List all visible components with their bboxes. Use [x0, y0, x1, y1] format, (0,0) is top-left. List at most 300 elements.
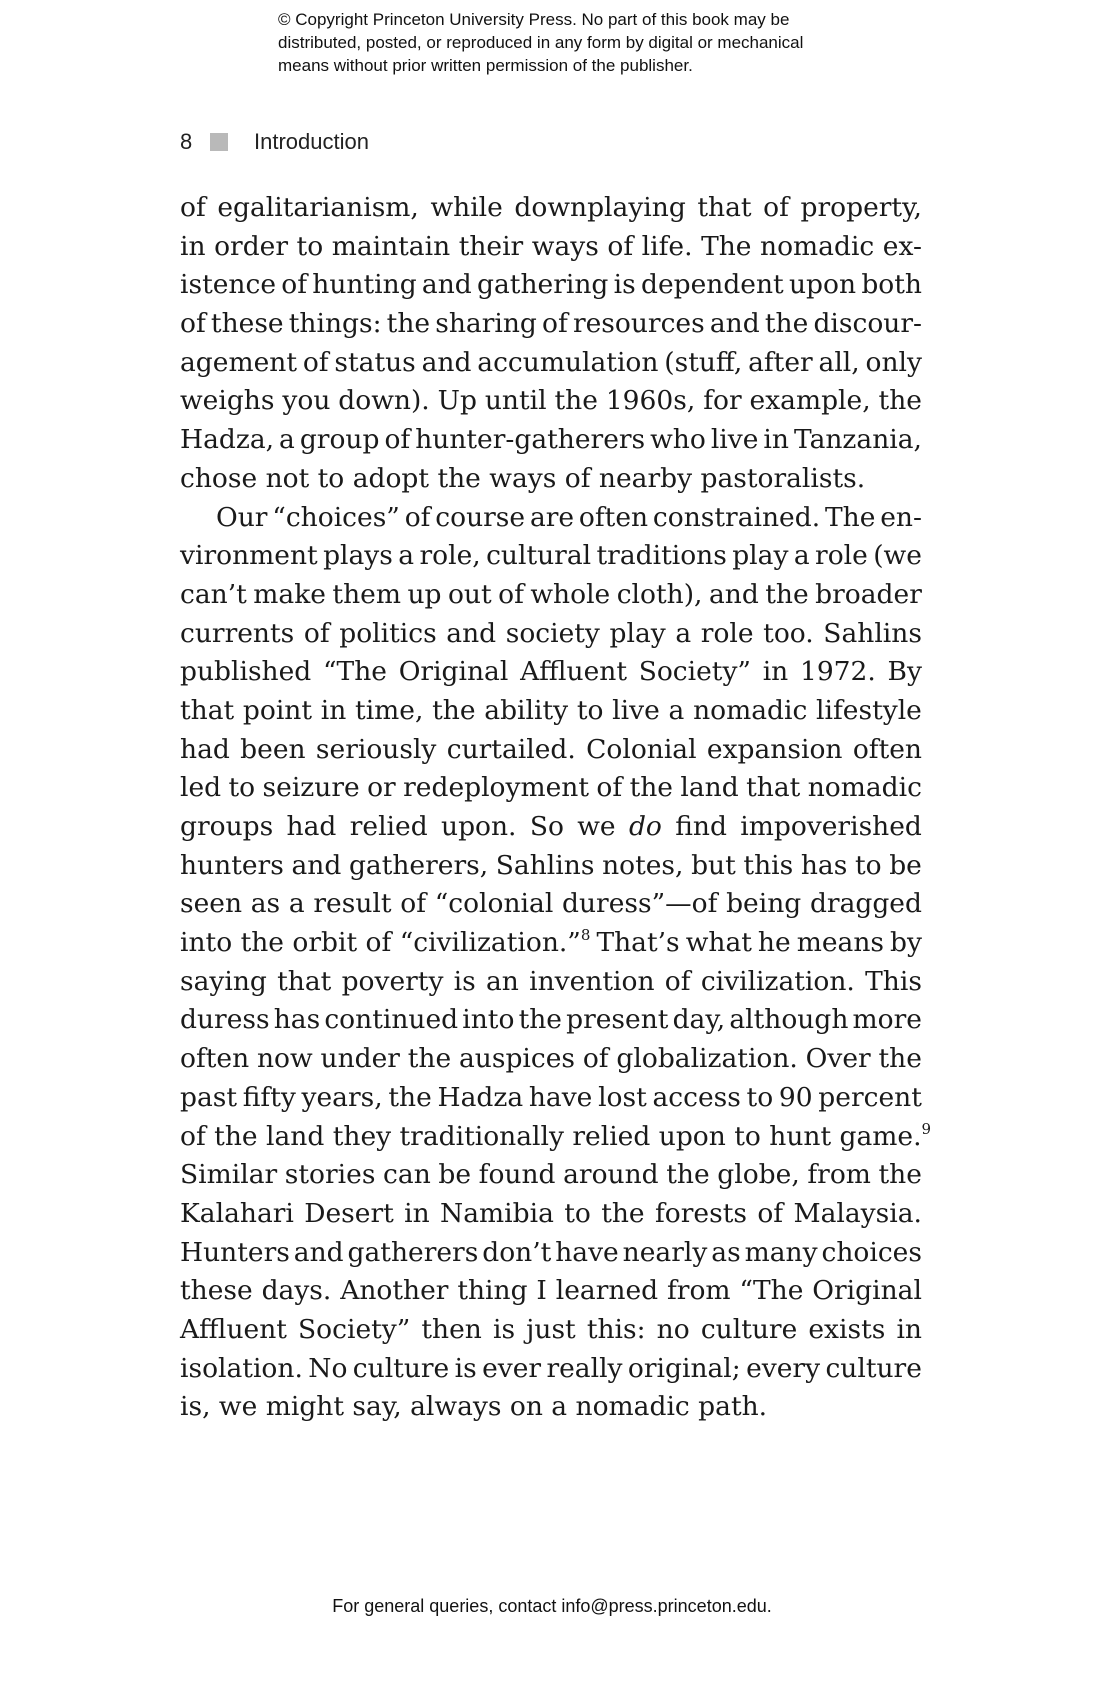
word: up [407, 578, 442, 610]
text-line [180, 576, 922, 615]
word: of [180, 308, 206, 340]
word: just [526, 1313, 576, 1345]
word: sharing [435, 308, 537, 340]
text-line [180, 1156, 922, 1195]
word: globe, [717, 1159, 800, 1191]
word: what [685, 927, 752, 959]
word: agement [180, 346, 297, 378]
word: group [299, 424, 380, 456]
word: duress”—of [562, 888, 718, 920]
word: gatherers [347, 1236, 479, 1268]
word: make [253, 578, 326, 610]
word: lost [598, 1081, 647, 1113]
word: the [518, 1004, 562, 1036]
word: out [447, 578, 492, 610]
word: hunting [312, 269, 417, 301]
word: weighs [180, 385, 275, 417]
word: can’t [180, 578, 247, 610]
word: too. [763, 617, 814, 649]
word: a [288, 888, 305, 920]
word: by [890, 927, 922, 959]
word: broader [815, 578, 922, 610]
text-line [180, 421, 922, 460]
word: ex- [882, 230, 922, 262]
word: in [763, 424, 789, 456]
word: and [293, 1236, 344, 1268]
word: gathering [477, 269, 609, 301]
word: these [180, 1275, 253, 1307]
word: as [250, 888, 281, 920]
word: traditions [596, 540, 727, 572]
word: invention [529, 965, 655, 997]
word: of [281, 269, 308, 301]
text-line [180, 1040, 922, 1079]
word: I [536, 1275, 547, 1307]
page-number: 8 [180, 129, 193, 154]
word: the [629, 772, 673, 804]
word: until [484, 385, 547, 417]
word: 90 [778, 1081, 813, 1113]
word: life. [641, 230, 693, 262]
word: vironment [180, 540, 318, 572]
word: (stuff, [664, 346, 743, 378]
word: Original [812, 1275, 922, 1307]
word: “The [739, 1275, 804, 1307]
word: although [729, 1004, 849, 1036]
text-line [180, 653, 922, 692]
word: often [180, 1043, 250, 1075]
word: in [320, 694, 347, 726]
word: this: [586, 1313, 646, 1345]
word: to [576, 694, 604, 726]
word: in [180, 230, 206, 262]
word: don’t [482, 1236, 552, 1268]
word: role, [419, 540, 481, 572]
word: lifestyle [816, 694, 922, 726]
word: hunters [180, 849, 284, 881]
word: present [566, 1004, 669, 1036]
text-line [180, 885, 922, 924]
word: civilization. [700, 965, 855, 997]
word: forests [654, 1197, 747, 1229]
copyright-line: means without prior written permission of the publisher. [278, 56, 693, 75]
word: role [815, 540, 868, 572]
word: of [757, 1197, 784, 1229]
word: in [404, 1197, 430, 1229]
word: Original [398, 656, 509, 688]
text-line [180, 537, 922, 576]
word: more [852, 1004, 922, 1036]
word: the [386, 308, 431, 340]
copyright-line: distributed, posted, or reproduced in any form by digital or mechanical [278, 33, 804, 52]
word: istence [180, 269, 276, 301]
text-line: is, we might say, always on a nomadic path. [180, 1391, 768, 1423]
word: land [680, 772, 739, 804]
word: auspices [459, 1043, 576, 1075]
footnote-marker: 9 [921, 1119, 932, 1138]
word: order [214, 230, 289, 262]
text-line: chose not to adopt the ways of nearby pastoralists. [180, 462, 866, 494]
text-line [180, 615, 922, 654]
word: 1972. [799, 656, 876, 688]
word: has [800, 849, 848, 881]
word: No [308, 1352, 348, 1384]
word: ways [531, 230, 599, 262]
word: day, [672, 1004, 726, 1036]
word: ability [484, 694, 569, 726]
word: is [454, 1352, 477, 1384]
word: culture [700, 1313, 798, 1345]
word: that [697, 192, 752, 223]
word: percent [818, 1081, 922, 1113]
word: Malaysia. [793, 1197, 922, 1229]
word: you [282, 385, 331, 417]
word: the [878, 1043, 922, 1075]
word: under [320, 1043, 400, 1075]
word: Another [340, 1275, 449, 1307]
word: of [542, 308, 568, 340]
footer-contact: For general queries, contact info@press.princeton.edu. [332, 1596, 772, 1616]
word: property, [800, 192, 922, 223]
word: been [240, 733, 306, 765]
word: Namibia [440, 1197, 554, 1229]
word: learned [555, 1275, 659, 1307]
word: but [691, 849, 736, 881]
word: to [296, 230, 324, 262]
word: the [432, 694, 476, 726]
text-line [180, 692, 922, 731]
word: Similar [180, 1159, 278, 1191]
word: stories [284, 1159, 376, 1191]
word: of [302, 346, 329, 378]
word: a [793, 540, 810, 572]
word: published [180, 656, 312, 688]
word: original; [627, 1352, 741, 1384]
word: egalitarianism, [217, 192, 419, 223]
text-line [180, 769, 922, 808]
footnote-marker: 8 [580, 926, 591, 945]
word: being [726, 888, 802, 920]
word: the [601, 1197, 645, 1229]
word: globalization. [616, 1043, 798, 1075]
word: down). [338, 385, 430, 417]
word: Sahlins [823, 617, 922, 649]
text-line [180, 731, 922, 770]
word: “colonial [434, 888, 554, 920]
word: Sahlins [495, 849, 595, 881]
word: an [486, 965, 519, 997]
word: a [675, 617, 692, 649]
word: of [180, 192, 206, 223]
word: poverty [341, 965, 444, 997]
word: the [765, 578, 809, 610]
word: resources [572, 308, 705, 340]
word: access [652, 1081, 741, 1113]
word: role [700, 617, 754, 649]
text-line [180, 963, 922, 1002]
word: whole [530, 578, 611, 610]
text-line [180, 266, 922, 305]
word: play [732, 540, 789, 572]
word: a [668, 694, 685, 726]
word: both [861, 269, 922, 301]
word: culture [352, 1352, 450, 1384]
word: that [746, 772, 801, 804]
word: is [613, 269, 636, 301]
word: result [313, 888, 392, 920]
word: By [887, 656, 922, 688]
word: he [757, 927, 791, 959]
word: the [878, 385, 922, 417]
word: That’s [596, 927, 680, 959]
word: years, [301, 1081, 383, 1113]
word: and [709, 308, 760, 340]
word: from [807, 1159, 871, 1191]
word: Tanzania, [793, 424, 922, 456]
text-line: into the orbit of “civilization.”$^8$ That’s what he means by [180, 924, 922, 963]
word: and [421, 346, 472, 378]
word: all, [818, 346, 860, 378]
word: relied [349, 811, 428, 842]
word: point [242, 694, 313, 726]
word: days. [261, 1275, 332, 1307]
word: every [746, 1352, 821, 1384]
word: continued [324, 1004, 459, 1036]
word: to [746, 1081, 774, 1113]
text-line [180, 1195, 922, 1234]
text-line [180, 1079, 922, 1118]
word: upon. [441, 811, 517, 842]
word: often [852, 733, 922, 765]
word: curtailed. [446, 733, 576, 765]
word: The [824, 501, 876, 533]
text-line [180, 847, 922, 886]
word: the [388, 1081, 432, 1113]
word: saying [180, 965, 267, 997]
word: many [744, 1236, 818, 1268]
word: then [421, 1313, 482, 1345]
word: in [762, 656, 789, 688]
section-title: Introduction [254, 129, 369, 154]
word: live [612, 694, 660, 726]
word: So [529, 811, 564, 842]
word: into [462, 1004, 515, 1036]
word: Affluent [180, 1313, 287, 1345]
word: maintain [331, 230, 451, 262]
word: a [279, 424, 295, 456]
word: or [367, 772, 396, 804]
word: have [555, 1236, 619, 1268]
word: seizure [262, 772, 360, 804]
word: as [711, 1236, 741, 1268]
copyright-notice [278, 8, 918, 77]
word: expansion [706, 733, 843, 765]
word: of [404, 501, 431, 533]
word: fifty [242, 1081, 296, 1113]
word: hunter-gatherers [415, 424, 646, 456]
word: for [703, 385, 742, 417]
word: cultural [486, 540, 592, 572]
word: nomadic [760, 230, 875, 262]
word: “The [322, 656, 387, 688]
word: downplaying [514, 192, 686, 223]
word: found [478, 1159, 556, 1191]
word: society [505, 617, 600, 649]
word: can [383, 1159, 431, 1191]
word: of [400, 888, 426, 920]
word: has [273, 1004, 321, 1036]
word: play [609, 617, 666, 649]
word: of [498, 578, 524, 610]
word: and [708, 578, 759, 610]
word: accumulation [477, 346, 659, 378]
word: things: [288, 308, 382, 340]
emphasis: do [628, 811, 662, 842]
word: and [446, 617, 497, 649]
word: really [546, 1352, 623, 1384]
word: often [578, 501, 649, 533]
word: impoverished [740, 811, 922, 842]
word: the [554, 385, 598, 417]
word: Hunters [180, 1236, 290, 1268]
word: dragged [809, 888, 922, 920]
word: culture [825, 1352, 922, 1384]
word: the [407, 1043, 452, 1075]
word: be [438, 1159, 472, 1191]
word: ever [482, 1352, 542, 1384]
word: only [865, 346, 922, 378]
word: Hadza, [180, 424, 275, 456]
word: this [743, 849, 794, 881]
word: the [878, 1159, 922, 1191]
text-line [180, 499, 922, 538]
word: isolation. [180, 1352, 303, 1384]
word: dependent [640, 269, 784, 301]
text-line [180, 808, 922, 847]
word: be [889, 849, 922, 881]
word: Over [805, 1043, 871, 1075]
word: to [228, 772, 256, 804]
word: Hadza [437, 1081, 524, 1113]
word: these [210, 308, 284, 340]
word: of [607, 230, 634, 262]
word: is [453, 965, 476, 997]
word: constrained. [652, 501, 821, 533]
word: status [334, 346, 416, 378]
word: and [291, 849, 342, 881]
word: time, [355, 694, 424, 726]
word: past [180, 1081, 238, 1113]
word: redeployment [403, 772, 590, 804]
word: Up [437, 385, 477, 417]
word: Kalahari [180, 1197, 294, 1229]
word: that [277, 965, 332, 997]
word: nomadic [807, 772, 922, 804]
word: led [180, 772, 222, 804]
word: after [748, 346, 813, 378]
word: course [435, 501, 526, 533]
word: The [701, 230, 752, 262]
text-line [180, 1311, 922, 1350]
word: a [398, 540, 415, 572]
word: Our [216, 501, 268, 533]
text-line [180, 344, 922, 383]
word: in [896, 1313, 922, 1345]
word: 1960s, [605, 385, 696, 417]
word: and [421, 269, 472, 301]
word: discour- [813, 308, 922, 340]
text-line: of the land they traditionally relied upon to hunt game.$^9$ [180, 1119, 932, 1152]
word: them [332, 578, 401, 610]
text-line [180, 305, 922, 344]
word: seriously [315, 733, 437, 765]
word: Affluent [520, 656, 627, 688]
word: live [710, 424, 759, 456]
word: plays [323, 540, 393, 572]
word: now [256, 1043, 313, 1075]
word: of [384, 424, 411, 456]
word: groups [180, 811, 274, 842]
word: of [596, 772, 623, 804]
word: seen [180, 888, 243, 920]
word: of [763, 192, 789, 223]
word: to [854, 849, 882, 881]
word: had [180, 733, 230, 765]
word: Society” [298, 1313, 411, 1345]
word: currents [180, 617, 295, 649]
text-line [180, 1234, 922, 1273]
word: Colonial [586, 733, 697, 765]
word: politics [339, 617, 437, 649]
word: cloth), [616, 578, 703, 610]
word: their [458, 230, 524, 262]
word: find [675, 811, 727, 842]
word: of [582, 1043, 609, 1075]
text-line [180, 1350, 922, 1389]
word: notes, [602, 849, 684, 881]
word: who [650, 424, 706, 456]
word: nearly [622, 1236, 708, 1268]
running-head [180, 126, 369, 158]
word: en- [880, 501, 922, 533]
square-bullet-icon [210, 133, 228, 151]
text-line [180, 1272, 922, 1311]
body-text [180, 189, 932, 1427]
text-line [180, 228, 922, 267]
word: duress [180, 1004, 270, 1036]
text-line [180, 189, 922, 228]
word: thing [457, 1275, 528, 1307]
word: of [664, 965, 691, 997]
text-line [180, 382, 922, 421]
word: upon [788, 269, 857, 301]
word: (we [873, 540, 922, 572]
word: to [564, 1197, 591, 1229]
text-line [180, 1001, 922, 1040]
word: exists [808, 1313, 886, 1345]
word: Desert [304, 1197, 394, 1229]
word: no [656, 1313, 690, 1345]
word: gatherers, [348, 849, 489, 881]
word: nomadic [693, 694, 808, 726]
word: had [286, 811, 337, 842]
word: is [492, 1313, 516, 1345]
word: example, [749, 385, 871, 417]
word: the [666, 1159, 710, 1191]
word: from [666, 1275, 731, 1307]
word: while [430, 192, 503, 223]
word: are [529, 501, 575, 533]
